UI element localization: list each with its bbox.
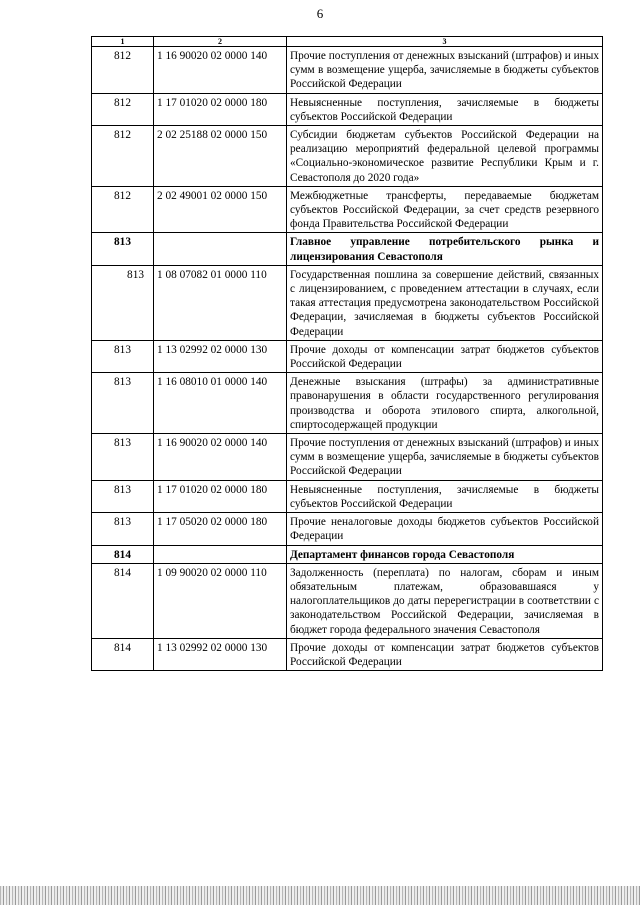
table-row <box>92 638 603 670</box>
administrator-code: 814 <box>92 638 154 670</box>
revenue-name: Невыясненные поступления, зачисляемые в бюджеты субъектов Российской Федерации <box>287 480 603 512</box>
revenue-name: Субсидии бюджетам субъектов Российской Федерации на реализацию мероприятий федеральной целевой программы «Социально-экономическое развитие Республики Крым и г. Севастополя до 2020 года» <box>287 126 603 187</box>
administrator-header-row <box>92 545 603 563</box>
revenue-name: Невыясненные поступления, зачисляемые в бюджеты субъектов Российской Федерации <box>287 93 603 125</box>
administrator-code: 812 <box>92 47 154 94</box>
table-row <box>92 93 603 125</box>
column-number: 2 <box>154 37 287 47</box>
revenue-classification-code: 1 17 01020 02 0000 180 <box>154 480 287 512</box>
table-row <box>92 265 603 340</box>
administrator-code: 812 <box>92 126 154 187</box>
table-row <box>92 47 603 94</box>
revenue-classification-code: 1 13 02992 02 0000 130 <box>154 638 287 670</box>
administrator-code: 813 <box>92 434 154 481</box>
revenue-classification-code: 1 16 08010 01 0000 140 <box>154 373 287 434</box>
administrator-code: 814 <box>92 563 154 638</box>
administrator-code: 814 <box>92 545 154 563</box>
budget-revenue-table <box>91 36 603 671</box>
column-number: 1 <box>92 37 154 47</box>
revenue-name: Прочие поступления от денежных взысканий (штрафов) и иных сумм в возмещение ущерба, зачисляемые в бюджеты субъектов Российской Федерации <box>287 47 603 94</box>
page-number: 6 <box>316 6 324 21</box>
revenue-classification-code: 2 02 49001 02 0000 150 <box>154 186 287 233</box>
revenue-name: Прочие доходы от компенсации затрат бюджетов субъектов Российской Федерации <box>287 638 603 670</box>
administrator-code: 813 <box>92 373 154 434</box>
revenue-classification-code: 2 02 25188 02 0000 150 <box>154 126 287 187</box>
table-row <box>92 186 603 233</box>
table-row <box>92 373 603 434</box>
table-row <box>92 340 603 372</box>
table-row <box>92 434 603 481</box>
revenue-name: Задолженность (переплата) по налогам, сборам и иным обязательным платежам, образовавшаяся у налогоплательщиков до даты перерегистрации в соответствии с законодательством Российской Федерации, зачисляемая в бюджет города федерального значения Севастополя <box>287 563 603 638</box>
revenue-classification-code: 1 16 90020 02 0000 140 <box>154 47 287 94</box>
table-row <box>92 563 603 638</box>
administrator-code: 813 <box>92 233 154 265</box>
scan-edge-strip <box>0 886 640 905</box>
revenue-classification-code: 1 17 01020 02 0000 180 <box>154 93 287 125</box>
revenue-classification-code <box>154 233 287 265</box>
administrator-code: 812 <box>92 93 154 125</box>
revenue-classification-code: 1 16 90020 02 0000 140 <box>154 434 287 481</box>
revenue-classification-code: 1 17 05020 02 0000 180 <box>154 513 287 545</box>
administrator-code: 813 <box>92 265 154 340</box>
column-number-row <box>92 37 603 47</box>
revenue-name: Межбюджетные трансферты, передаваемые бюджетам субъектов Российской Федерации, за счет средств резервного фонда Правительства Российской Федерации <box>287 186 603 233</box>
revenue-classification-code: 1 13 02992 02 0000 130 <box>154 340 287 372</box>
revenue-classification-code <box>154 545 287 563</box>
revenue-name: Государственная пошлина за совершение действий, связанных с лицензированием, с проведением аттестации в случаях, если такая аттестация предусмотрена законодательством Российской Федерации, зачисляемая в бюджеты субъектов Российской Федерации <box>287 265 603 340</box>
table-row <box>92 513 603 545</box>
administrator-code: 813 <box>92 480 154 512</box>
revenue-name: Прочие неналоговые доходы бюджетов субъектов Российской Федерации <box>287 513 603 545</box>
revenue-name: Прочие поступления от денежных взысканий (штрафов) и иных сумм в возмещение ущерба, зачисляемые в бюджеты субъектов Российской Федерации <box>287 434 603 481</box>
revenue-name: Денежные взыскания (штрафы) за административные правонарушения в области государственного регулирования производства и оборота этилового спирта, алкогольной, спиртосодержащей продукции <box>287 373 603 434</box>
table-row <box>92 126 603 187</box>
administrator-code: 813 <box>92 340 154 372</box>
revenue-classification-code: 1 08 07082 01 0000 110 <box>154 265 287 340</box>
administrator-header-row <box>92 233 603 265</box>
revenue-name: Прочие доходы от компенсации затрат бюджетов субъектов Российской Федерации <box>287 340 603 372</box>
revenue-name: Главное управление потребительского рынка и лицензирования Севастополя <box>287 233 603 265</box>
administrator-code: 812 <box>92 186 154 233</box>
administrator-code: 813 <box>92 513 154 545</box>
revenue-name: Департамент финансов города Севастополя <box>287 545 603 563</box>
revenue-classification-code: 1 09 90020 02 0000 110 <box>154 563 287 638</box>
table-row <box>92 480 603 512</box>
column-number: 3 <box>287 37 603 47</box>
